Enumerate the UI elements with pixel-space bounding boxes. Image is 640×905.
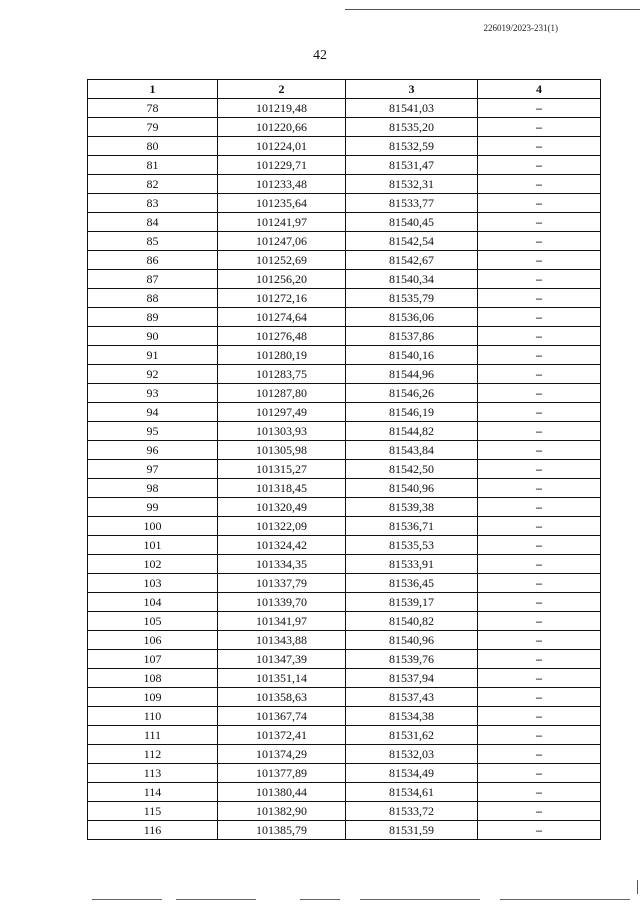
table-cell-col-3: 81534,61 bbox=[346, 783, 478, 802]
table-cell-col-3: 81534,38 bbox=[346, 707, 478, 726]
table-cell-col-2: 101233,48 bbox=[218, 175, 346, 194]
table-cell-col-1: 78 bbox=[88, 99, 218, 118]
table-cell-col-4: – bbox=[478, 251, 601, 270]
table-cell-col-1: 97 bbox=[88, 460, 218, 479]
table-cell-col-2: 101334,35 bbox=[218, 555, 346, 574]
table-cell-col-4: – bbox=[478, 99, 601, 118]
table-cell-col-4: – bbox=[478, 479, 601, 498]
table-row bbox=[88, 156, 601, 175]
table-cell-col-1: 90 bbox=[88, 327, 218, 346]
table-cell-col-2: 101351,14 bbox=[218, 669, 346, 688]
table-cell-col-3: 81539,76 bbox=[346, 650, 478, 669]
table-row bbox=[88, 365, 601, 384]
table-row bbox=[88, 707, 601, 726]
table-cell-col-4: – bbox=[478, 232, 601, 251]
table-body bbox=[88, 99, 601, 840]
table-cell-col-4: – bbox=[478, 384, 601, 403]
table-cell-col-3: 81537,43 bbox=[346, 688, 478, 707]
table-cell-col-3: 81532,03 bbox=[346, 745, 478, 764]
table-cell-col-4: – bbox=[478, 137, 601, 156]
table-cell-col-3: 81533,72 bbox=[346, 802, 478, 821]
table-row bbox=[88, 403, 601, 422]
table-row bbox=[88, 327, 601, 346]
table-cell-col-3: 81531,62 bbox=[346, 726, 478, 745]
table-cell-col-2: 101372,41 bbox=[218, 726, 346, 745]
table-cell-col-3: 81542,67 bbox=[346, 251, 478, 270]
table-row bbox=[88, 308, 601, 327]
table-cell-col-3: 81535,79 bbox=[346, 289, 478, 308]
table-cell-col-4: – bbox=[478, 517, 601, 536]
table-cell-col-4: – bbox=[478, 327, 601, 346]
table-cell-col-3: 81536,45 bbox=[346, 574, 478, 593]
table-cell-col-1: 87 bbox=[88, 270, 218, 289]
table-cell-col-4: – bbox=[478, 365, 601, 384]
table-cell-col-1: 92 bbox=[88, 365, 218, 384]
column-header-4: 4 bbox=[478, 80, 601, 99]
table-cell-col-3: 81544,82 bbox=[346, 422, 478, 441]
table-cell-col-2: 101272,16 bbox=[218, 289, 346, 308]
table-cell-col-4: – bbox=[478, 156, 601, 175]
table-row bbox=[88, 726, 601, 745]
table-cell-col-4: – bbox=[478, 783, 601, 802]
table-cell-col-2: 101324,42 bbox=[218, 536, 346, 555]
table-cell-col-3: 81543,84 bbox=[346, 441, 478, 460]
table-cell-col-3: 81542,54 bbox=[346, 232, 478, 251]
table-cell-col-2: 101320,49 bbox=[218, 498, 346, 517]
table-cell-col-3: 81541,03 bbox=[346, 99, 478, 118]
table-cell-col-1: 85 bbox=[88, 232, 218, 251]
table-cell-col-4: – bbox=[478, 593, 601, 612]
table-row bbox=[88, 783, 601, 802]
table-cell-col-3: 81531,47 bbox=[346, 156, 478, 175]
table-cell-col-2: 101358,63 bbox=[218, 688, 346, 707]
table-cell-col-3: 81531,59 bbox=[346, 821, 478, 840]
top-rule bbox=[345, 9, 640, 10]
table-row bbox=[88, 194, 601, 213]
table-cell-col-1: 108 bbox=[88, 669, 218, 688]
table-cell-col-1: 103 bbox=[88, 574, 218, 593]
table-cell-col-4: – bbox=[478, 574, 601, 593]
table-cell-col-2: 101229,71 bbox=[218, 156, 346, 175]
table-cell-col-4: – bbox=[478, 555, 601, 574]
table-cell-col-3: 81537,94 bbox=[346, 669, 478, 688]
table-row bbox=[88, 441, 601, 460]
table-row bbox=[88, 555, 601, 574]
edge-mark bbox=[637, 880, 638, 894]
table-cell-col-2: 101343,88 bbox=[218, 631, 346, 650]
table-cell-col-2: 101283,75 bbox=[218, 365, 346, 384]
table-cell-col-4: – bbox=[478, 821, 601, 840]
table-cell-col-2: 101252,69 bbox=[218, 251, 346, 270]
page-number: 42 bbox=[313, 48, 327, 63]
table-cell-col-4: – bbox=[478, 346, 601, 365]
table-cell-col-2: 101367,74 bbox=[218, 707, 346, 726]
table-cell-col-3: 81540,82 bbox=[346, 612, 478, 631]
table-row bbox=[88, 175, 601, 194]
table-cell-col-3: 81535,53 bbox=[346, 536, 478, 555]
table-cell-col-1: 88 bbox=[88, 289, 218, 308]
table-cell-col-2: 101274,64 bbox=[218, 308, 346, 327]
table-header-row bbox=[88, 80, 601, 99]
table-cell-col-2: 101276,48 bbox=[218, 327, 346, 346]
table-cell-col-2: 101315,27 bbox=[218, 460, 346, 479]
table-row bbox=[88, 669, 601, 688]
table-cell-col-1: 114 bbox=[88, 783, 218, 802]
table-cell-col-3: 81544,96 bbox=[346, 365, 478, 384]
table-cell-col-1: 107 bbox=[88, 650, 218, 669]
table-cell-col-1: 82 bbox=[88, 175, 218, 194]
table-row bbox=[88, 821, 601, 840]
table-cell-col-2: 101322,09 bbox=[218, 517, 346, 536]
table-row bbox=[88, 745, 601, 764]
table-row bbox=[88, 346, 601, 365]
table-cell-col-4: – bbox=[478, 118, 601, 137]
table-cell-col-3: 81539,38 bbox=[346, 498, 478, 517]
table-cell-col-1: 102 bbox=[88, 555, 218, 574]
table-cell-col-2: 101303,93 bbox=[218, 422, 346, 441]
table-cell-col-1: 105 bbox=[88, 612, 218, 631]
table-row bbox=[88, 270, 601, 289]
table-cell-col-2: 101256,20 bbox=[218, 270, 346, 289]
table-row bbox=[88, 536, 601, 555]
table-cell-col-4: – bbox=[478, 441, 601, 460]
table-cell-col-1: 94 bbox=[88, 403, 218, 422]
table-row bbox=[88, 498, 601, 517]
table-cell-col-2: 101347,39 bbox=[218, 650, 346, 669]
table-cell-col-2: 101374,29 bbox=[218, 745, 346, 764]
table-cell-col-2: 101380,44 bbox=[218, 783, 346, 802]
table-cell-col-2: 101385,79 bbox=[218, 821, 346, 840]
table-cell-col-1: 104 bbox=[88, 593, 218, 612]
table-cell-col-4: – bbox=[478, 612, 601, 631]
table-cell-col-3: 81534,49 bbox=[346, 764, 478, 783]
table-cell-col-2: 101287,80 bbox=[218, 384, 346, 403]
table-cell-col-1: 106 bbox=[88, 631, 218, 650]
table-cell-col-1: 84 bbox=[88, 213, 218, 232]
table-cell-col-3: 81539,17 bbox=[346, 593, 478, 612]
table-row bbox=[88, 232, 601, 251]
table-row bbox=[88, 213, 601, 232]
table-cell-col-1: 98 bbox=[88, 479, 218, 498]
table-row bbox=[88, 593, 601, 612]
table-cell-col-1: 83 bbox=[88, 194, 218, 213]
table-cell-col-1: 96 bbox=[88, 441, 218, 460]
table-row bbox=[88, 764, 601, 783]
table-cell-col-1: 113 bbox=[88, 764, 218, 783]
table-row bbox=[88, 802, 601, 821]
table-cell-col-4: – bbox=[478, 745, 601, 764]
coordinates-table bbox=[87, 79, 601, 840]
table-row bbox=[88, 384, 601, 403]
table-cell-col-1: 81 bbox=[88, 156, 218, 175]
bottom-scan-marks bbox=[0, 897, 640, 903]
table-row bbox=[88, 422, 601, 441]
table-cell-col-4: – bbox=[478, 764, 601, 783]
table-cell-col-2: 101241,97 bbox=[218, 213, 346, 232]
table-cell-col-4: – bbox=[478, 194, 601, 213]
table-cell-col-1: 95 bbox=[88, 422, 218, 441]
table-cell-col-3: 81537,86 bbox=[346, 327, 478, 346]
table-row bbox=[88, 612, 601, 631]
table-row bbox=[88, 650, 601, 669]
table-row bbox=[88, 460, 601, 479]
table-cell-col-4: – bbox=[478, 422, 601, 441]
table-cell-col-1: 112 bbox=[88, 745, 218, 764]
table-row bbox=[88, 137, 601, 156]
column-header-2: 2 bbox=[218, 80, 346, 99]
table-cell-col-4: – bbox=[478, 650, 601, 669]
table-cell-col-1: 100 bbox=[88, 517, 218, 536]
table-cell-col-1: 110 bbox=[88, 707, 218, 726]
table-cell-col-1: 115 bbox=[88, 802, 218, 821]
table-cell-col-3: 81540,96 bbox=[346, 479, 478, 498]
table-cell-col-3: 81536,06 bbox=[346, 308, 478, 327]
table-row bbox=[88, 251, 601, 270]
table-cell-col-2: 101219,48 bbox=[218, 99, 346, 118]
table-cell-col-1: 91 bbox=[88, 346, 218, 365]
table-cell-col-4: – bbox=[478, 631, 601, 650]
table-row bbox=[88, 574, 601, 593]
table-cell-col-3: 81532,31 bbox=[346, 175, 478, 194]
table-cell-col-4: – bbox=[478, 289, 601, 308]
table-cell-col-2: 101382,90 bbox=[218, 802, 346, 821]
table-cell-col-4: – bbox=[478, 688, 601, 707]
table-cell-col-3: 81533,77 bbox=[346, 194, 478, 213]
table-cell-col-1: 116 bbox=[88, 821, 218, 840]
table-cell-col-1: 79 bbox=[88, 118, 218, 137]
table-cell-col-2: 101337,79 bbox=[218, 574, 346, 593]
table-cell-col-4: – bbox=[478, 498, 601, 517]
table-cell-col-3: 81540,16 bbox=[346, 346, 478, 365]
table-cell-col-2: 101247,06 bbox=[218, 232, 346, 251]
table-row bbox=[88, 479, 601, 498]
table-cell-col-2: 101235,64 bbox=[218, 194, 346, 213]
table-cell-col-4: – bbox=[478, 403, 601, 422]
table-cell-col-4: – bbox=[478, 213, 601, 232]
table-row bbox=[88, 688, 601, 707]
table-cell-col-4: – bbox=[478, 175, 601, 194]
table-cell-col-3: 81542,50 bbox=[346, 460, 478, 479]
table-cell-col-3: 81540,34 bbox=[346, 270, 478, 289]
table-cell-col-4: – bbox=[478, 707, 601, 726]
table-row bbox=[88, 631, 601, 650]
table-cell-col-4: – bbox=[478, 308, 601, 327]
table-row bbox=[88, 517, 601, 536]
table-cell-col-3: 81532,59 bbox=[346, 137, 478, 156]
table-cell-col-1: 80 bbox=[88, 137, 218, 156]
table-cell-col-4: – bbox=[478, 802, 601, 821]
table-cell-col-3: 81540,96 bbox=[346, 631, 478, 650]
table-cell-col-3: 81540,45 bbox=[346, 213, 478, 232]
table-cell-col-2: 101341,97 bbox=[218, 612, 346, 631]
table-cell-col-3: 81536,71 bbox=[346, 517, 478, 536]
column-header-1: 1 bbox=[88, 80, 218, 99]
column-header-3: 3 bbox=[346, 80, 478, 99]
table-row bbox=[88, 118, 601, 137]
table-row bbox=[88, 99, 601, 118]
table-cell-col-2: 101220,66 bbox=[218, 118, 346, 137]
table-cell-col-1: 111 bbox=[88, 726, 218, 745]
table-cell-col-1: 86 bbox=[88, 251, 218, 270]
table-cell-col-2: 101377,89 bbox=[218, 764, 346, 783]
table-cell-col-4: – bbox=[478, 270, 601, 289]
table-row bbox=[88, 289, 601, 308]
table-cell-col-4: – bbox=[478, 460, 601, 479]
table-cell-col-2: 101224,01 bbox=[218, 137, 346, 156]
table-cell-col-3: 81533,91 bbox=[346, 555, 478, 574]
table-cell-col-1: 93 bbox=[88, 384, 218, 403]
table-cell-col-3: 81535,20 bbox=[346, 118, 478, 137]
table-cell-col-3: 81546,19 bbox=[346, 403, 478, 422]
table-cell-col-2: 101280,19 bbox=[218, 346, 346, 365]
table-cell-col-1: 101 bbox=[88, 536, 218, 555]
table-cell-col-4: – bbox=[478, 536, 601, 555]
table-cell-col-1: 99 bbox=[88, 498, 218, 517]
table-cell-col-2: 101339,70 bbox=[218, 593, 346, 612]
table-cell-col-2: 101297,49 bbox=[218, 403, 346, 422]
table-cell-col-4: – bbox=[478, 726, 601, 745]
table-cell-col-4: – bbox=[478, 669, 601, 688]
table-cell-col-1: 109 bbox=[88, 688, 218, 707]
table-cell-col-1: 89 bbox=[88, 308, 218, 327]
table-cell-col-2: 101318,45 bbox=[218, 479, 346, 498]
table-cell-col-3: 81546,26 bbox=[346, 384, 478, 403]
document-code: 226019/2023-231(1) bbox=[483, 23, 558, 33]
table-cell-col-2: 101305,98 bbox=[218, 441, 346, 460]
